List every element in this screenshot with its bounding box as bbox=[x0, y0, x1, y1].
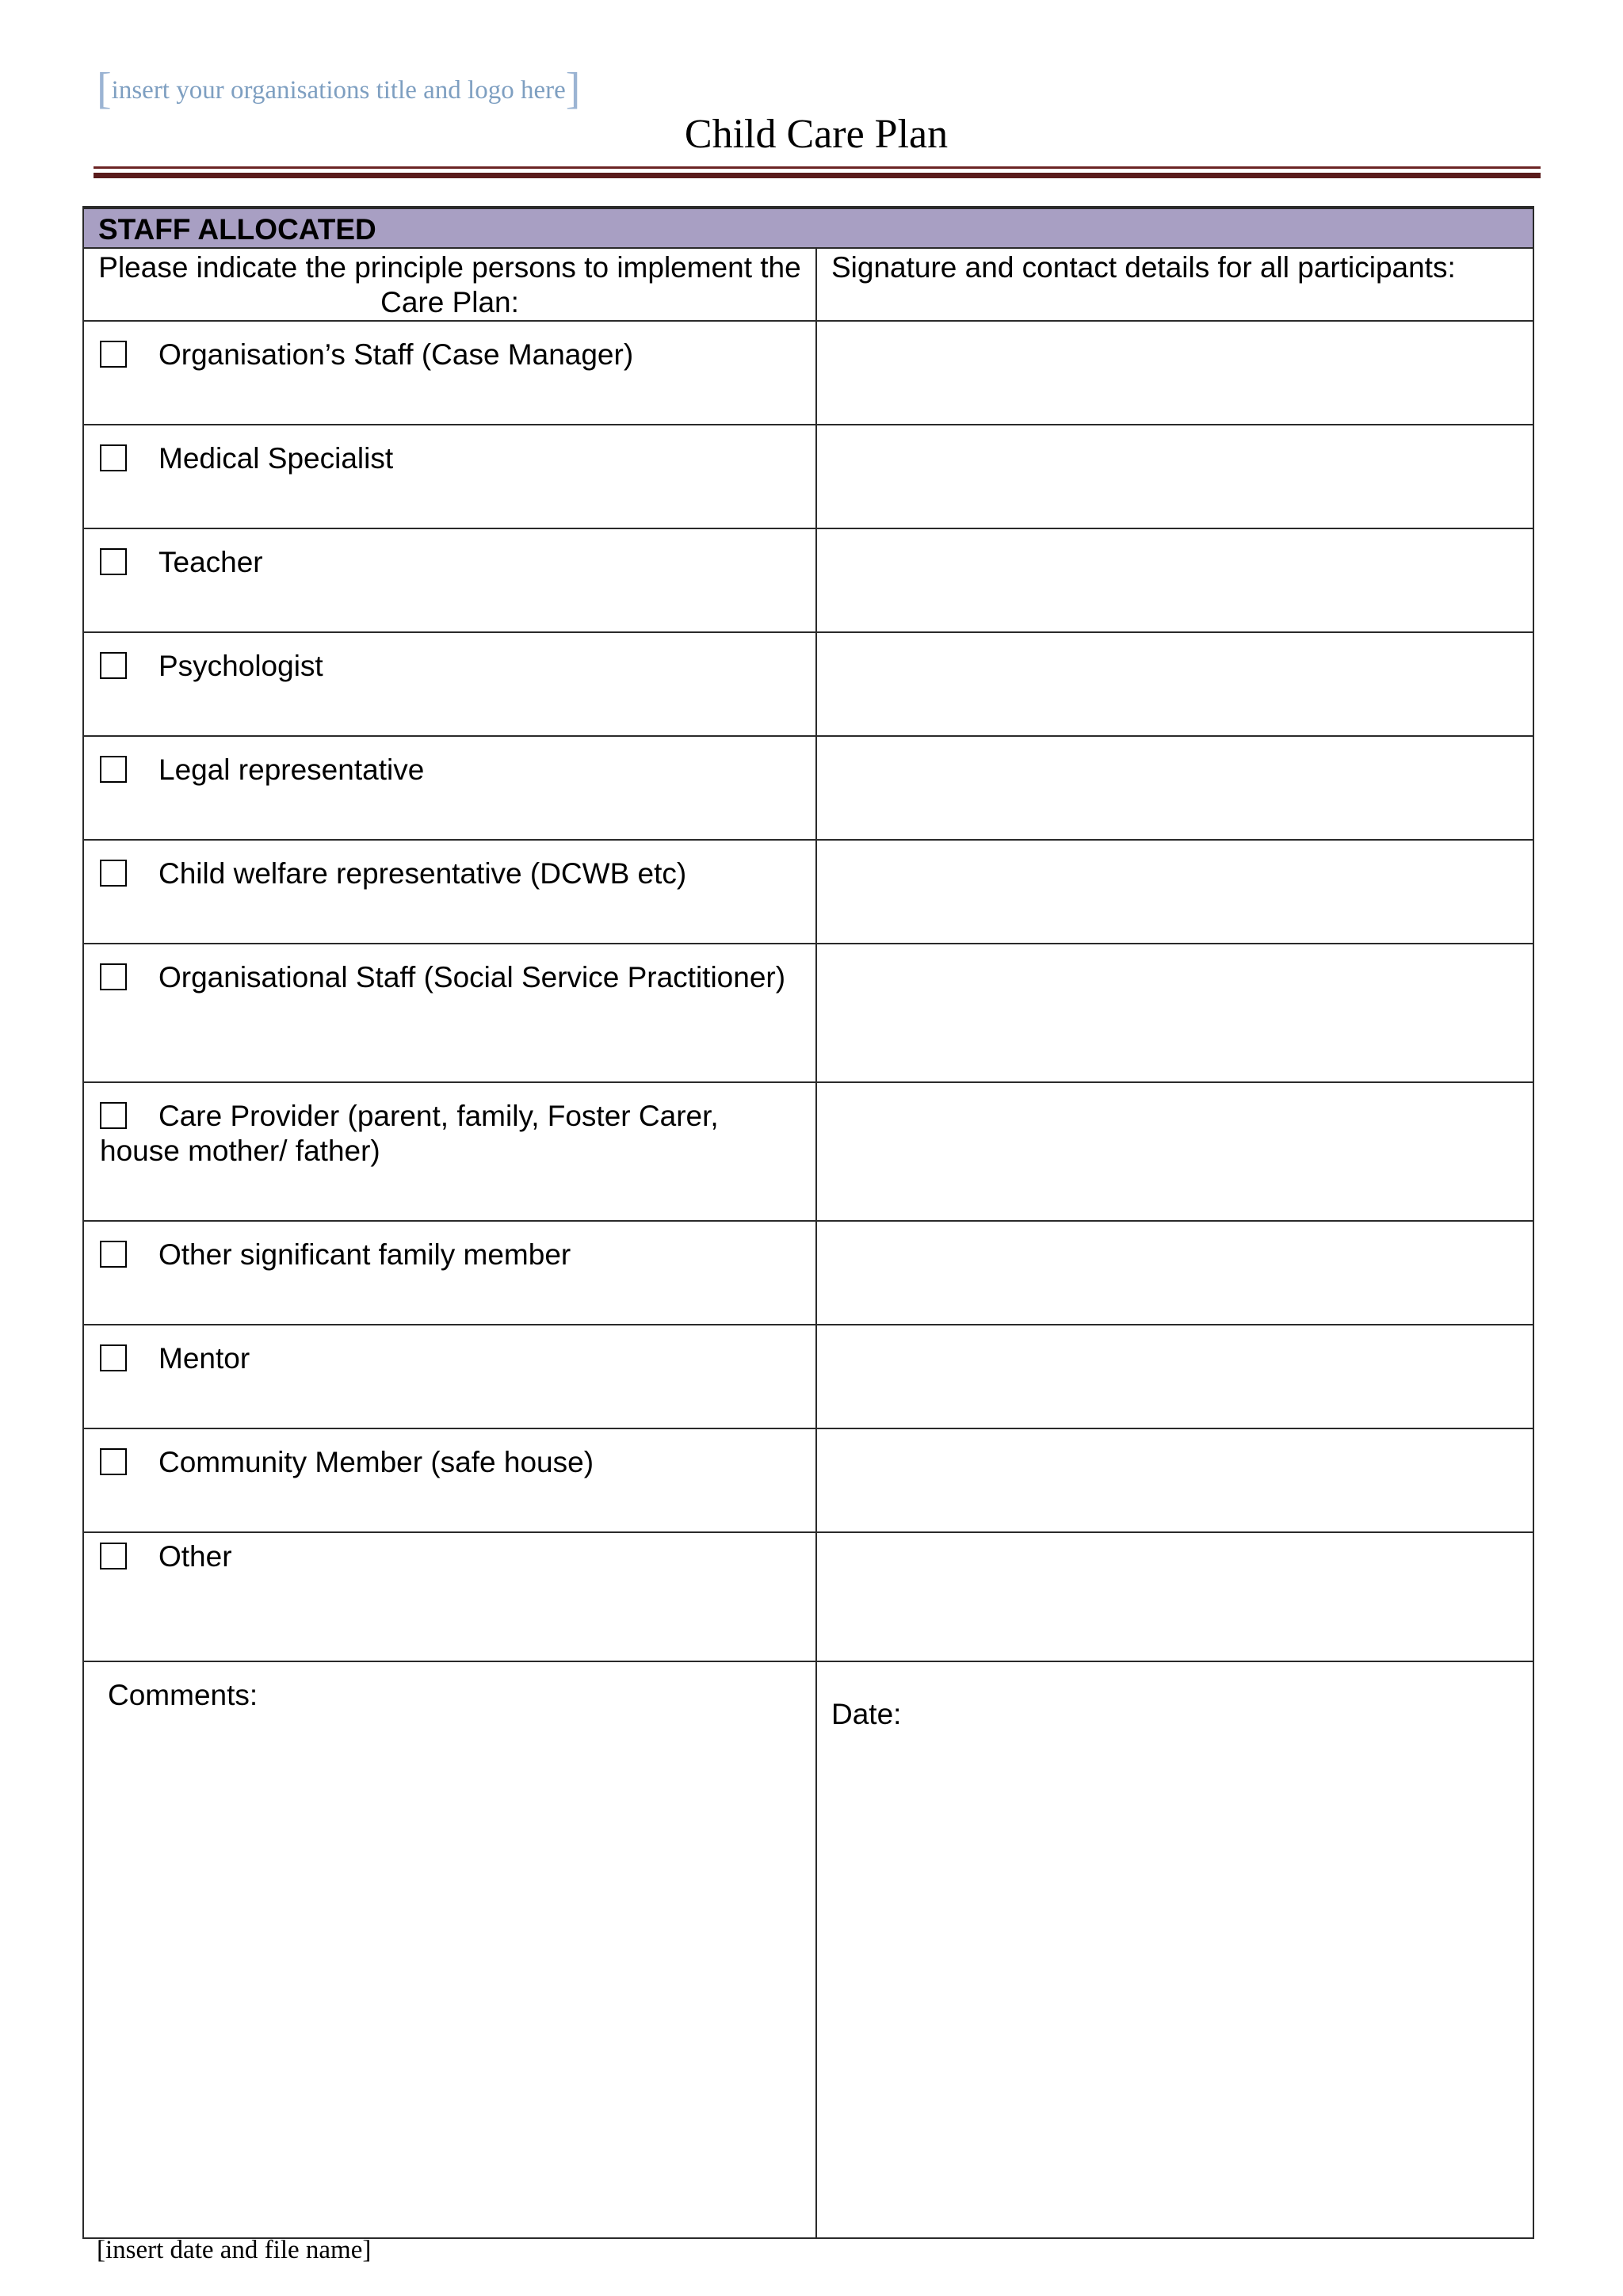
signature-cell[interactable] bbox=[816, 944, 1533, 1082]
date-field[interactable] bbox=[816, 1661, 1533, 2238]
signature-cell[interactable] bbox=[816, 1082, 1533, 1221]
option-label: Psychologist bbox=[158, 650, 323, 682]
signature-cell[interactable] bbox=[816, 1325, 1533, 1428]
checkbox[interactable] bbox=[100, 1102, 127, 1129]
table-row bbox=[83, 944, 1533, 1082]
signature-cell[interactable] bbox=[816, 528, 1533, 632]
option-label: Legal representative bbox=[158, 753, 425, 786]
table-row bbox=[83, 840, 1533, 944]
checkbox[interactable] bbox=[100, 1543, 127, 1569]
title-rule-thin bbox=[94, 166, 1541, 169]
option-label: Mentor bbox=[158, 1342, 250, 1375]
option-label: Other significant family member bbox=[158, 1238, 571, 1271]
comments-field[interactable] bbox=[83, 1661, 816, 2238]
table-row bbox=[83, 528, 1533, 632]
bracket-open: [ bbox=[97, 64, 112, 113]
document-title: Child Care Plan bbox=[684, 112, 949, 157]
checkbox[interactable] bbox=[100, 652, 127, 679]
option-label: Care Provider (parent, family, Foster Carer, house mother/ father) bbox=[100, 1100, 719, 1167]
option-cell bbox=[83, 528, 816, 632]
signature-cell[interactable] bbox=[816, 840, 1533, 944]
table-row bbox=[83, 1325, 1533, 1428]
option-cell bbox=[83, 1082, 816, 1221]
column-headings-row bbox=[83, 248, 1533, 321]
option-label: Medical Specialist bbox=[158, 442, 394, 475]
table-row bbox=[83, 1221, 1533, 1325]
logo-placeholder-text: insert your organisations title and logo here bbox=[111, 76, 566, 105]
option-cell bbox=[83, 1532, 816, 1661]
option-cell bbox=[83, 736, 816, 840]
option-label: Community Member (safe house) bbox=[158, 1446, 594, 1478]
section-title: STAFF ALLOCATED bbox=[83, 208, 1533, 248]
checkbox[interactable] bbox=[100, 548, 127, 575]
option-cell bbox=[83, 632, 816, 736]
signature-cell[interactable] bbox=[816, 632, 1533, 736]
section-header-row bbox=[83, 208, 1533, 248]
signature-cell[interactable] bbox=[816, 425, 1533, 528]
logo-placeholder bbox=[97, 64, 581, 113]
table-row bbox=[83, 632, 1533, 736]
option-cell bbox=[83, 425, 816, 528]
comments-label: Comments: bbox=[108, 1679, 258, 1711]
signature-cell[interactable] bbox=[816, 736, 1533, 840]
left-column-heading: Please indicate the principle persons to implement the Care Plan: bbox=[83, 248, 816, 321]
checkbox[interactable] bbox=[100, 756, 127, 783]
table-row bbox=[83, 1082, 1533, 1221]
table-row bbox=[83, 1532, 1533, 1661]
checkbox[interactable] bbox=[100, 860, 127, 887]
bracket-close: ] bbox=[565, 64, 581, 113]
option-cell bbox=[83, 1221, 816, 1325]
option-label: Organisation’s Staff (Case Manager) bbox=[158, 338, 634, 371]
title-rule-thick bbox=[94, 173, 1541, 178]
staff-allocation-table bbox=[82, 206, 1534, 2239]
option-label: Child welfare representative (DCWB etc) bbox=[158, 857, 687, 890]
table-row bbox=[83, 425, 1533, 528]
footer-note: [insert date and file name] bbox=[97, 2236, 372, 2264]
option-cell bbox=[83, 321, 816, 425]
signature-cell[interactable] bbox=[816, 321, 1533, 425]
table-row bbox=[83, 736, 1533, 840]
date-label: Date: bbox=[831, 1698, 902, 1730]
table-row bbox=[83, 321, 1533, 425]
signature-cell[interactable] bbox=[816, 1221, 1533, 1325]
signature-cell[interactable] bbox=[816, 1428, 1533, 1532]
option-cell bbox=[83, 1428, 816, 1532]
checkbox[interactable] bbox=[100, 444, 127, 471]
checkbox[interactable] bbox=[100, 1448, 127, 1475]
option-label: Teacher bbox=[158, 546, 263, 578]
checkbox[interactable] bbox=[100, 341, 127, 368]
table-row bbox=[83, 1428, 1533, 1532]
option-label: Organisational Staff (Social Service Practitioner) bbox=[158, 961, 786, 994]
comments-row bbox=[83, 1661, 1533, 2238]
checkbox[interactable] bbox=[100, 963, 127, 990]
option-cell bbox=[83, 840, 816, 944]
right-column-heading: Signature and contact details for all participants: bbox=[816, 248, 1533, 321]
checkbox[interactable] bbox=[100, 1344, 127, 1371]
option-cell bbox=[83, 1325, 816, 1428]
option-cell bbox=[83, 944, 816, 1082]
option-label: Other bbox=[158, 1540, 232, 1573]
signature-cell[interactable] bbox=[816, 1532, 1533, 1661]
checkbox[interactable] bbox=[100, 1241, 127, 1268]
